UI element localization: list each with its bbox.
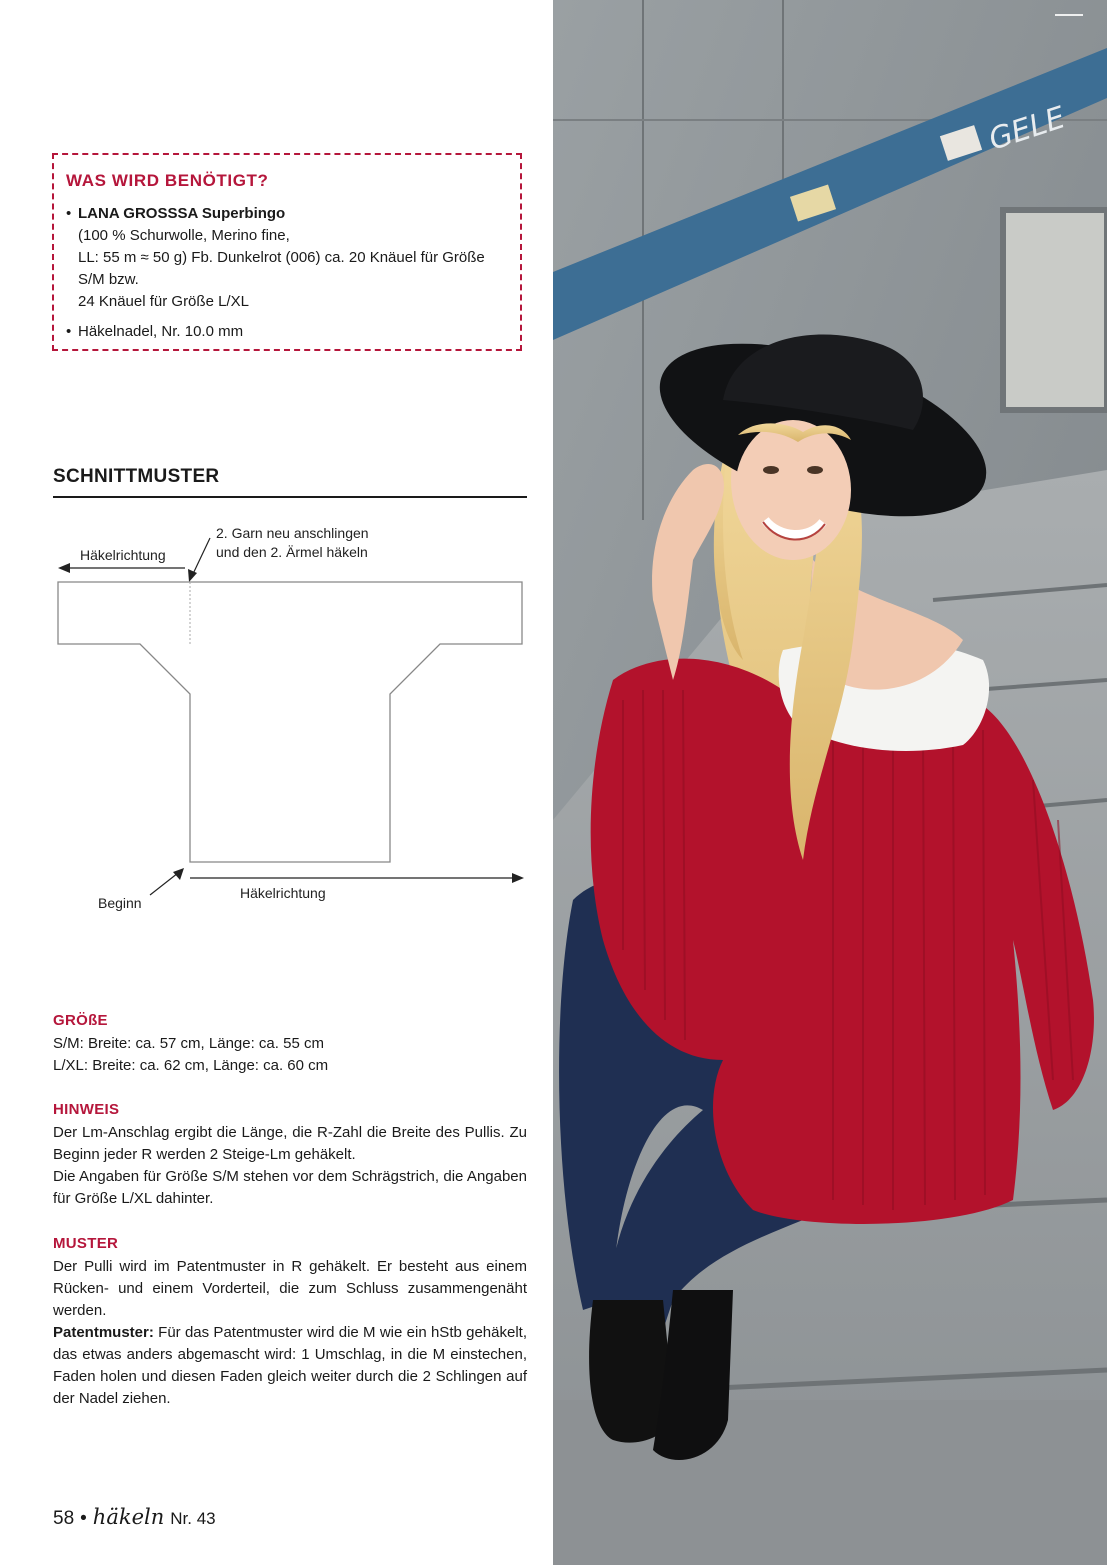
materials-box bbox=[52, 153, 522, 351]
yarn-details-3: 24 Knäuel für Größe L/XL bbox=[78, 293, 249, 310]
wall-window bbox=[1003, 210, 1107, 410]
note-label-1: 2. Garn neu anschlingen bbox=[216, 525, 369, 541]
note-arrow-line bbox=[192, 538, 210, 576]
patent-text: Für das Patentmuster wird die M wie ein hStb gehäkelt, das etwas anders abgemascht wird: 1 Umschlag, in die M einstechen, Faden holen und diesen Faden gleich weiter durch die 2 Schlingen auf der Nadel ziehen. bbox=[53, 1324, 527, 1407]
bullet: • bbox=[66, 205, 72, 222]
magazine-logo: häkeln bbox=[92, 1505, 165, 1529]
note-label-2: und den 2. Ärmel häkeln bbox=[216, 544, 368, 560]
graffiti-text: GELE bbox=[984, 100, 1070, 158]
yarn-details-1: (100 % Schurwolle, Merino fine, bbox=[78, 227, 290, 244]
page-footer bbox=[53, 1505, 216, 1530]
pattern-block bbox=[53, 1233, 527, 1410]
material-item-hook bbox=[66, 321, 508, 343]
hint-title: HINWEIS bbox=[53, 1101, 120, 1118]
footer-bullet: • bbox=[80, 1508, 87, 1529]
patent-label: Patentmuster: bbox=[53, 1324, 154, 1341]
top-arrow-head bbox=[58, 563, 70, 573]
page-number: 58 bbox=[53, 1508, 75, 1529]
size-line-2: L/XL: Breite: ca. 62 cm, Länge: ca. 60 cm bbox=[53, 1057, 329, 1074]
hint-block bbox=[53, 1099, 527, 1210]
bottom-direction-label: Häkelrichtung bbox=[240, 885, 326, 901]
pattern-diagram bbox=[50, 520, 530, 920]
bottom-arrow-head bbox=[512, 873, 524, 883]
photo bbox=[553, 0, 1107, 1565]
hint-text-2: Die Angaben für Größe S/M stehen vor dem Schrägstrich, die Angaben für Größe L/XL dahinter. bbox=[53, 1168, 527, 1207]
hook-text: Häkelnadel, Nr. 10.0 mm bbox=[78, 323, 244, 340]
yarn-name: LANA GROSSSA Superbingo bbox=[78, 205, 286, 222]
sweater-outline bbox=[58, 582, 522, 862]
top-direction-label: Häkelrichtung bbox=[80, 547, 166, 563]
schnittmuster-title: SCHNITTMUSTER bbox=[53, 466, 527, 498]
issue-number: Nr. 43 bbox=[170, 1509, 216, 1528]
left-eye bbox=[763, 466, 779, 474]
left-column bbox=[0, 0, 553, 1565]
right-eye bbox=[807, 466, 823, 474]
start-arrow-line bbox=[150, 873, 178, 895]
bullet: • bbox=[66, 323, 72, 340]
size-title: GRÖßE bbox=[53, 1012, 108, 1029]
size-line-1: S/M: Breite: ca. 57 cm, Länge: ca. 55 cm bbox=[53, 1035, 324, 1052]
note-arrow-head bbox=[188, 569, 197, 582]
menu-line bbox=[1055, 14, 1083, 16]
patent-paragraph bbox=[53, 1322, 527, 1410]
start-label: Beginn bbox=[98, 895, 142, 911]
start-arrow-head bbox=[173, 868, 184, 880]
materials-title: WAS WIRD BENÖTIGT? bbox=[66, 171, 269, 190]
pattern-title: MUSTER bbox=[53, 1235, 119, 1252]
photo-illustration bbox=[553, 0, 1107, 1565]
material-item-yarn bbox=[66, 203, 508, 313]
size-block bbox=[53, 1010, 527, 1077]
hint-text: Der Lm-Anschlag ergibt die Länge, die R-Zahl die Breite des Pullis. Zu Beginn jeder R werden 2 Steige-Lm gehäkelt. bbox=[53, 1124, 527, 1163]
pattern-text: Der Pulli wird im Patentmuster in R gehäkelt. Er besteht aus einem Rücken- und einem Vorderteil, die zum Schluss zusammengenäht werden. bbox=[53, 1258, 527, 1319]
yarn-details-2: LL: 55 m ≈ 50 g) Fb. Dunkelrot (006) ca. 20 Knäuel für Größe S/M bzw. bbox=[78, 249, 485, 288]
